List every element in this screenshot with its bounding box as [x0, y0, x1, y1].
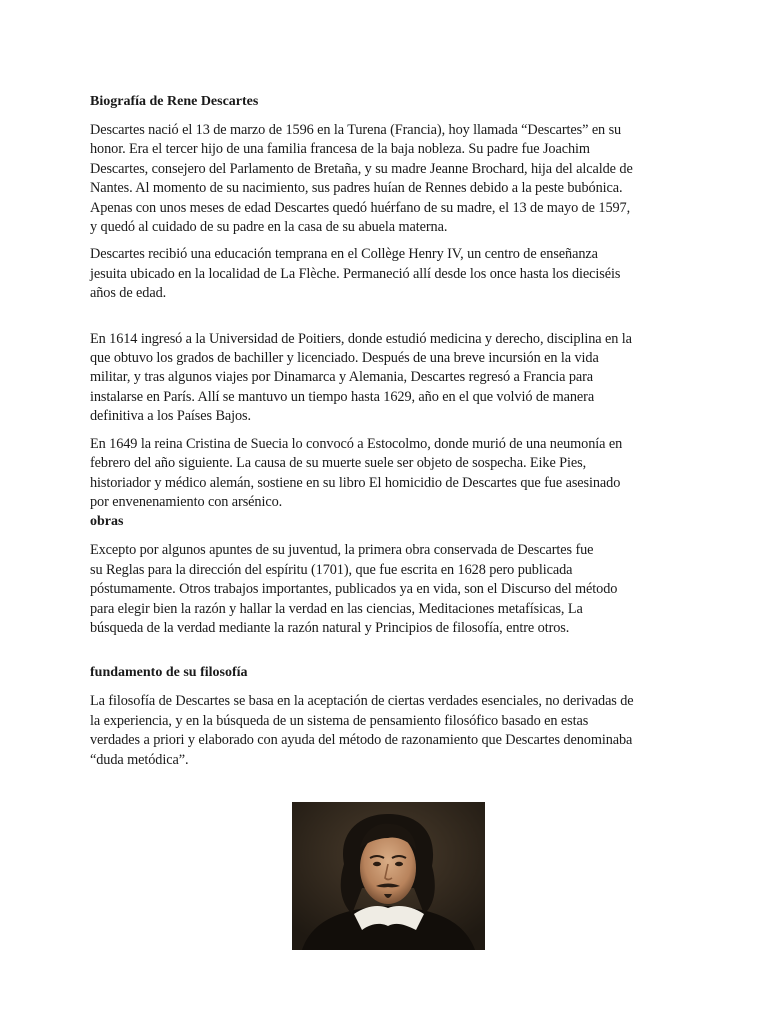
text-line: honor. Era el tercer hijo de una familia francesa de la baja nobleza. Su padre fue Joachim: [90, 141, 590, 158]
bio-paragraph-3: [90, 330, 680, 427]
document-body: [90, 93, 680, 770]
bio-paragraph-4: [90, 435, 680, 513]
text-line: búsqueda de la verdad mediante la razón natural y Principios de filosofía, entre otros.: [90, 619, 570, 636]
text-line: Descartes nació el 13 de marzo de 1596 en la Turena (Francia), hoy llamada “Descartes” en su: [90, 122, 622, 138]
text-line: definitiva a los Países Bajos.: [90, 408, 251, 425]
text-line: verdades a priori y elaborado con ayuda del método de razonamiento que Descartes denominaba: [90, 732, 633, 749]
text-line: por envenenamiento con arsénico.: [90, 493, 283, 510]
philosophy-heading: fundamento de su filosofía: [90, 665, 248, 681]
text-line: Apenas con unos meses de edad Descartes quedó huérfano de su madre, el 13 de mayo de 1597,: [90, 199, 631, 216]
text-line: febrero del año siguiente. La causa de su muerte suele ser objeto de sospecha. Eike Pies,: [90, 455, 587, 472]
text-line: y quedó al cuidado de su padre en la casa de su abuela materna.: [90, 219, 448, 236]
portrait-eye-right: [395, 862, 403, 866]
text-line: Descartes, consejero del Parlamento de Bretaña, y su madre Jeanne Brochard, hija del alcalde de: [90, 160, 633, 177]
text-line: historiador y médico alemán, sostiene en su libro El homicidio de Descartes que fue asesinado: [90, 474, 621, 491]
portrait-eye-left: [373, 862, 381, 866]
text-line: Excepto por algunos apuntes de su juventud, la primera obra conservada de Descartes fue: [90, 542, 594, 559]
text-line: “duda metódica”.: [90, 751, 189, 768]
text-line: para elegir bien la razón y hallar la verdad en las ciencias, Meditaciones metafísicas, La: [90, 600, 583, 617]
text-line: En 1649 la reina Cristina de Suecia lo convocó a Estocolmo, donde murió de una neumonía en: [90, 435, 623, 452]
text-line: póstumamente. Otros trabajos importantes, publicados ya en vida, son el Discurso del método: [90, 581, 618, 598]
text-line: En 1614 ingresó a la Universidad de Poitiers, donde estudió medicina y derecho, disciplina en la: [90, 330, 632, 347]
bio-paragraph-1: [90, 121, 680, 237]
bio-paragraph-2: [90, 245, 680, 303]
document-title: Biografía de Rene Descartes: [90, 94, 259, 109]
text-line: la experiencia, y en la búsqueda de un sistema de pensamiento filosófico basado en estas: [90, 712, 589, 729]
works-heading: obras: [90, 514, 124, 530]
text-line: Nantes. Al momento de su nacimiento, sus padres huían de Rennes debido a la peste bubónica.: [90, 180, 623, 197]
works-paragraph: [90, 541, 680, 638]
portrait-illustration: [292, 802, 485, 950]
text-line: La filosofía de Descartes se basa en la aceptación de ciertas verdades esenciales, no derivadas de: [90, 693, 634, 710]
text-line: Descartes recibió una educación temprana en el Collège Henry IV, un centro de enseñanza: [90, 246, 598, 263]
text-line: jesuita ubicado en la localidad de La Flèche. Permaneció allí desde los once hasta los dieciséis: [90, 265, 621, 282]
text-line: su Reglas para la dirección del espíritu (1701), que fue escrita en 1628 pero publicada: [90, 561, 573, 578]
philosophy-paragraph: [90, 692, 680, 770]
text-line: militar, y tras algunos viajes por Dinamarca y Alemania, Descartes regresó a Francia para: [90, 369, 594, 386]
text-line: instalarse en París. Allí se mantuvo un tiempo hasta 1629, año en el que volvió de manera: [90, 388, 595, 405]
portrait-image: [292, 802, 485, 950]
text-line: que obtuvo los grados de bachiller y licenciado. Después de una breve incursión en la vida: [90, 350, 599, 367]
text-line: años de edad.: [90, 285, 167, 302]
